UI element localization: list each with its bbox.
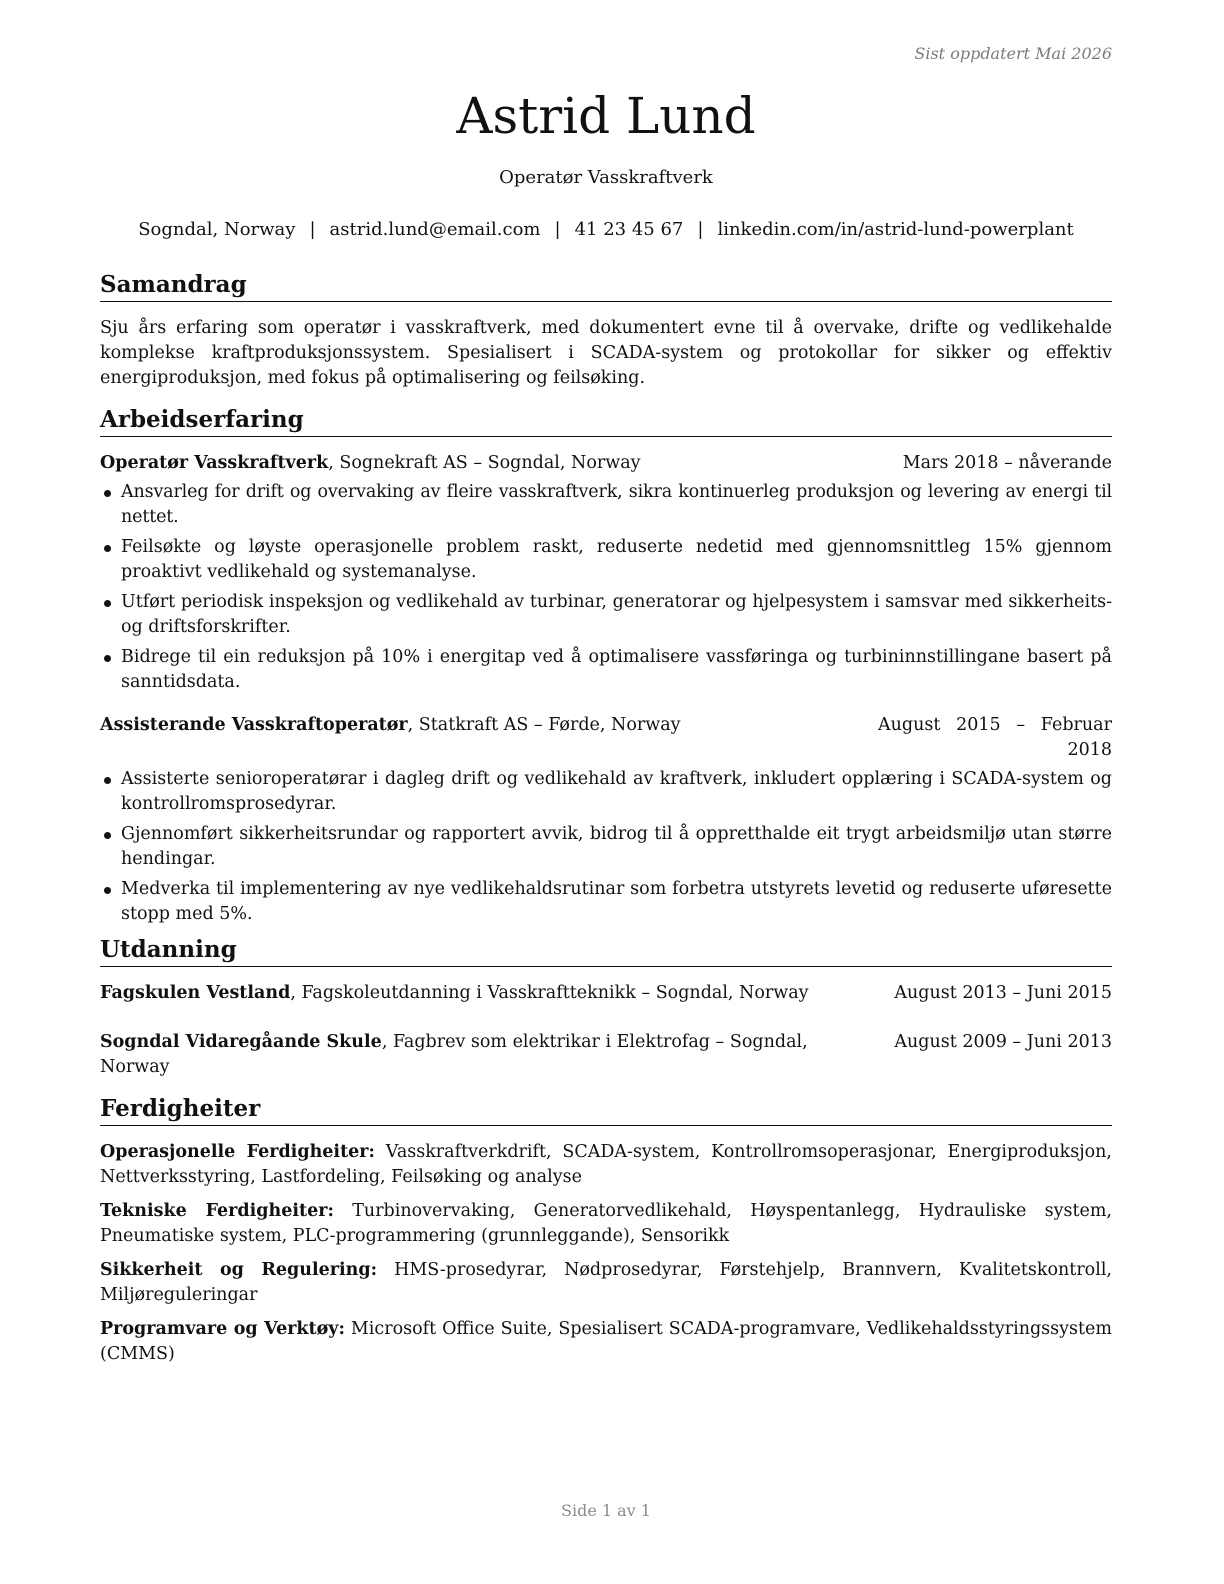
list-item: Bidrege til ein reduksjon på 10% i energitap ved å optimalisere vassføringa og turbininnstillingane basert på sanntidsdata.: [100, 645, 1112, 695]
skill-group-label: Sikkerheit og Regulering:: [100, 1260, 378, 1280]
job-bullets: [100, 767, 1112, 927]
skill-group-text: Turbinovervaking, Generatorvedlikehald, Høyspentanlegg, Hydrauliske system, Pneumatiske system, PLC-programmering (grunnleggande), Sensorikk: [100, 1201, 1112, 1246]
candidate-name: Astrid Lund: [456, 87, 756, 145]
skill-group: [100, 1199, 1112, 1249]
job-header: [100, 451, 1112, 476]
job-entry: [100, 451, 1112, 695]
skill-group-text: HMS-prosedyrar, Nødprosedyrar, Førstehjelp, Brannvern, Kvalitetskontroll, Miljøreguleringar: [100, 1260, 1112, 1305]
list-item: Medverka til implementering av nye vedlikehaldsrutinar som forbetra utstyrets levetid og reduserte uføresette stopp med 5%.: [100, 877, 1112, 927]
last-updated: Sist oppdatert Mai 2026: [914, 44, 1112, 63]
list-item: Assisterte senioroperatørar i dagleg drift og vedlikehald av kraftverk, inkludert opplæring i SCADA-system og kontrollromsprosedyrar.: [100, 767, 1112, 817]
job-role: Assisterande Vasskraftoperatør: [100, 715, 408, 735]
summary-text: Sju års erfaring som operatør i vasskraftverk, med dokumentert evne til å overvake, drifte og vedlikehalde komplekse kraftproduksjonssystem. Spesialisert i SCADA-system og protokollar for sikker og effektiv energiproduksjon, med fokus på optimalisering og feilsøking.: [100, 318, 1112, 388]
page-number: Side 1 av 1: [561, 1501, 651, 1520]
section-heading-summary: Samandrag: [100, 270, 1112, 302]
education-entry: [100, 1030, 1112, 1080]
contact-phone: 41 23 45 67: [574, 219, 684, 240]
skill-group-label: Programvare og Verktøy:: [100, 1319, 345, 1339]
job-entry: [100, 713, 1112, 927]
list-item: Ansvarleg for drift og overvaking av fleire vasskraftverk, sikra kontinuerleg produksjon og levering av energi til nettet.: [100, 480, 1112, 530]
skill-group-label: Operasjonelle Ferdigheiter:: [100, 1142, 375, 1162]
job-header: [100, 713, 1112, 763]
section-heading-skills: Ferdigheiter: [100, 1094, 1112, 1126]
skill-group-text: Vasskraftverkdrift, SCADA-system, Kontrollromsoperasjonar, Energiproduksjon, Nettverksstyring, Lastfordeling, Feilsøking og analyse: [100, 1142, 1112, 1187]
section-heading-experience: Arbeidserfaring: [100, 405, 1112, 437]
education-dates: August 2009 – Juni 2013: [894, 1032, 1112, 1052]
contact-location: Sogndal, Norway: [138, 219, 296, 240]
contact-separator: |: [697, 219, 704, 240]
resume-body: [100, 270, 1112, 1376]
job-employer: , Statkraft AS – Førde, Norway: [407, 715, 681, 735]
contact-line: [100, 219, 1112, 240]
education-section: [100, 935, 1112, 1080]
resume-page: [100, 0, 1112, 1584]
skills-section: [100, 1094, 1112, 1367]
education-detail: , Fagskoleutdanning i Vasskraftteknikk – Sogndal, Norway: [290, 983, 809, 1003]
job-dates: August 2015 – Februar 2018: [878, 715, 1112, 760]
skill-group-text: Microsoft Office Suite, Spesialisert SCADA-programvare, Vedlikehaldsstyringssystem (CMMS): [100, 1319, 1112, 1364]
job-employer: , Sognekraft AS – Sogndal, Norway: [328, 453, 641, 473]
job-dates: Mars 2018 – nåverande: [902, 453, 1112, 473]
job-title: Operatør Vasskraftverk: [499, 167, 713, 188]
list-item: Utført periodisk inspeksjon og vedlikehald av turbinar, generatorar og hjelpesystem i samsvar med sikkerheits- og driftsforskrifter.: [100, 590, 1112, 640]
education-school: Sogndal Vidaregåande Skule: [100, 1032, 382, 1052]
section-heading-education: Utdanning: [100, 935, 1112, 967]
summary-section: [100, 270, 1112, 391]
education-school: Fagskulen Vestland: [100, 983, 291, 1003]
skill-group-label: Tekniske Ferdigheiter:: [100, 1201, 334, 1221]
contact-linkedin[interactable]: linkedin.com/in/astrid-lund-powerplant: [717, 219, 1074, 240]
list-item: Feilsøkte og løyste operasjonelle problem raskt, reduserte nedetid med gjennomsnittleg 15% gjennom proaktivt vedlikehald og systemanalyse.: [100, 535, 1112, 585]
education-entry: [100, 981, 1112, 1006]
contact-email[interactable]: astrid.lund@email.com: [329, 219, 541, 240]
contact-separator: |: [309, 219, 316, 240]
education-detail: , Fagbrev som elektrikar i Elektrofag – Sogndal, Norway: [100, 1032, 808, 1077]
skill-group: [100, 1258, 1112, 1308]
experience-section: [100, 405, 1112, 927]
list-item: Gjennomført sikkerheitsrundar og rapportert avvik, bidrog til å oppretthalde eit trygt arbeidsmiljø utan større hendingar.: [100, 822, 1112, 872]
contact-separator: |: [554, 219, 561, 240]
job-bullets: [100, 480, 1112, 695]
job-role: Operatør Vasskraftverk: [100, 453, 329, 473]
skill-group: [100, 1317, 1112, 1367]
education-dates: August 2013 – Juni 2015: [894, 983, 1112, 1003]
skill-group: [100, 1140, 1112, 1190]
